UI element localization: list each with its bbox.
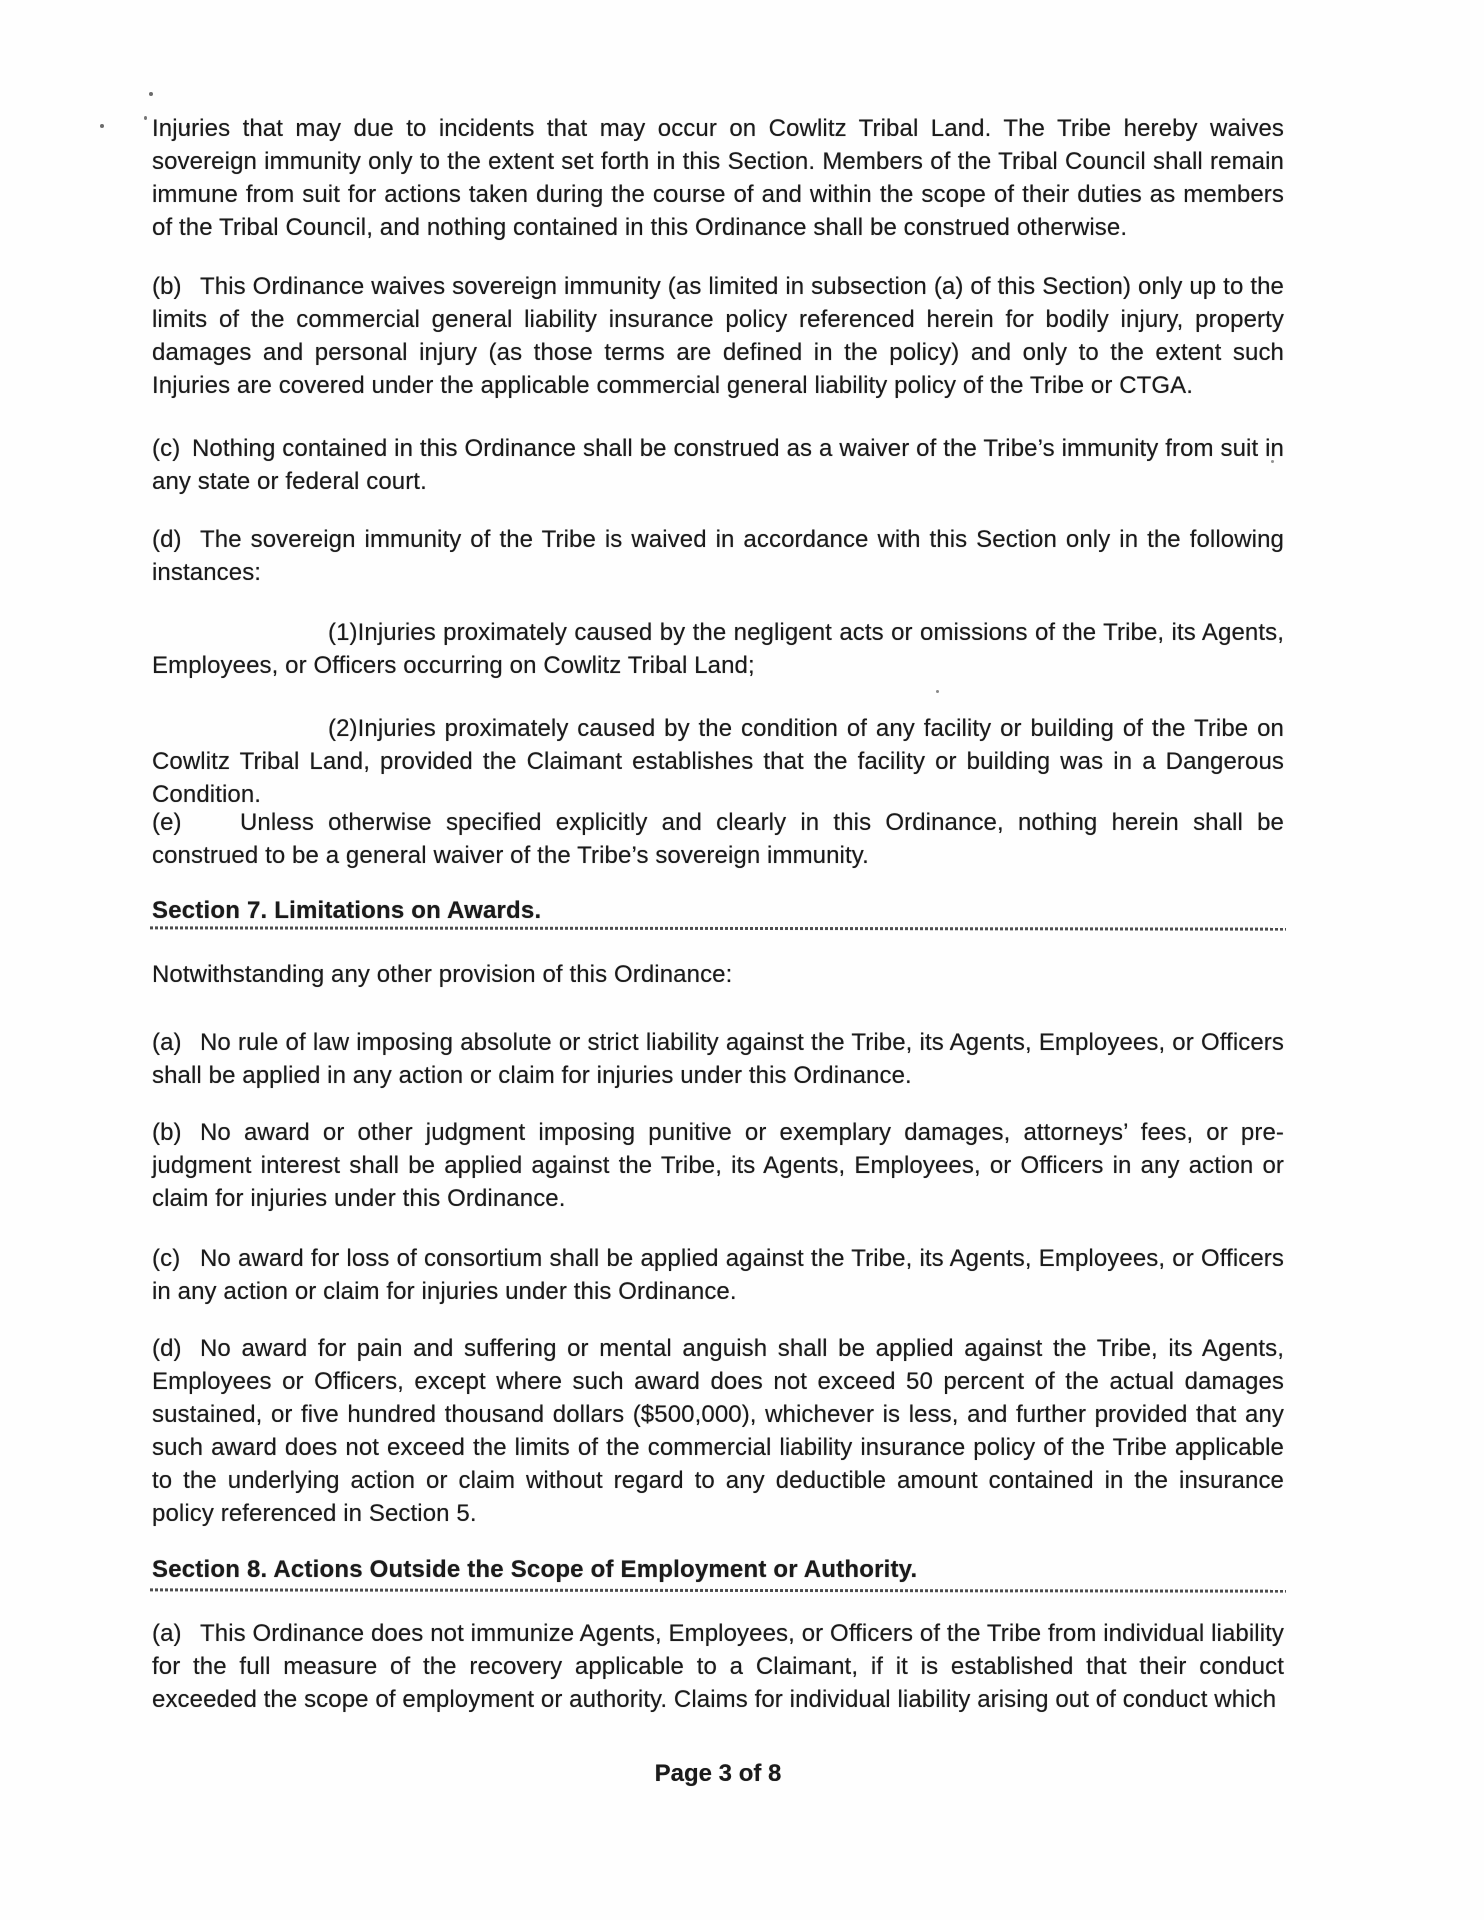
paragraph-7c [152, 1242, 1284, 1308]
paragraph-notwithstanding [152, 958, 1284, 991]
paragraph-label: (b) [152, 1119, 182, 1146]
paragraph-label: (c) [152, 435, 181, 462]
paragraph-8a [152, 1617, 1284, 1716]
paragraph-text: This Ordinance does not immunize Agents, Employees, or Officers of the Tribe from individual liability for the full measure of the recovery applicable to a Claimant, if it is established that their conduct exceeded the scope of employment or authority. Claims for individual liability arising out of conduct which [152, 1620, 1284, 1713]
section-7-heading: Section 7. Limitations on Awards. [152, 897, 542, 924]
paragraph-7a [152, 1026, 1284, 1092]
scan-artifact-dot [144, 116, 147, 120]
paragraph-label: (d) [152, 1335, 182, 1362]
paragraph-text: Nothing contained in this Ordinance shall be construed as a waiver of the Tribe’s immunity from suit in any state or federal court. [152, 435, 1284, 495]
scan-artifact-dot [936, 690, 939, 693]
scan-artifact-dot [100, 124, 104, 128]
paragraph-6e [152, 806, 1284, 872]
paragraph-text: The sovereign immunity of the Tribe is waived in accordance with this Section only in the following instances: [152, 526, 1284, 586]
paragraph-text: Notwithstanding any other provision of this Ordinance: [152, 961, 733, 988]
list-item-1 [152, 616, 1284, 682]
item-text: Injuries proximately caused by the negligent acts or omissions of the Tribe, its Agents, Employees, or Officers occurring on Cowlitz Tribal Land; [152, 619, 1284, 679]
paragraph-text: This Ordinance waives sovereign immunity (as limited in subsection (a) of this Section) only up to the limits of the commercial general liability insurance policy referenced herein for bodily injury, property damages and personal injury (as those terms are defined in the policy) and only to the extent such Injuries are covered under the applicable commercial general liability policy of the Tribe or CTGA. [152, 273, 1284, 399]
paragraph-7d [152, 1332, 1284, 1530]
paragraph-text: No award or other judgment imposing punitive or exemplary damages, attorneys’ fees, or pre-judgment interest shall be applied against the Tribe, its Agents, Employees, or Officers in any action or claim for injuries under this Ordinance. [152, 1119, 1284, 1212]
item-label: (1) [328, 619, 358, 646]
paragraph-6c [152, 432, 1284, 498]
paragraph-6d [152, 523, 1284, 589]
paragraph-label: (e) [152, 809, 182, 836]
paragraph-text: Injuries that may due to incidents that may occur on Cowlitz Tribal Land. The Tribe hereby waives sovereign immunity only to the extent set forth in this Section. Members of the Tribal Council shall remain immune from suit for actions taken during the course of and within the scope of their duties as members of the Tribal Council, and nothing contained in this Ordinance shall be construed otherwise. [152, 115, 1284, 241]
item-text: Injuries proximately caused by the condition of any facility or building of the Tribe on Cowlitz Tribal Land, provided the Claimant establishes that the facility or building was in a Dangerous Condition. [152, 715, 1284, 808]
paragraph-7b [152, 1116, 1284, 1215]
paragraph-text: Unless otherwise specified explicitly and clearly in this Ordinance, nothing herein shall be construed to be a general waiver of the Tribe’s sovereign immunity. [152, 809, 1284, 869]
section-8-heading: Section 8. Actions Outside the Scope of Employment or Authority. [152, 1556, 918, 1583]
paragraph-label: (d) [152, 526, 182, 553]
paragraph-label: (b) [152, 273, 182, 300]
page-number-footer: Page 3 of 8 [654, 1760, 782, 1787]
paragraph-text: No award for pain and suffering or mental anguish shall be applied against the Tribe, its Agents, Employees or Officers, except where such award does not exceed 50 percent of the actual damages sustained, or five hundred thousand dollars ($500,000), whichever is less, and further provided that any such award does not exceed the limits of the commercial liability insurance policy of the Tribe applicable to the underlying action or claim without regard to any deductible amount contained in the insurance policy referenced in Section 5. [152, 1335, 1284, 1527]
item-label: (2) [328, 715, 358, 742]
section-7-dotted-rule [150, 926, 1286, 930]
paragraph-text: No rule of law imposing absolute or strict liability against the Tribe, its Agents, Employees, or Officers shall be applied in any action or claim for injuries under this Ordinance. [152, 1029, 1284, 1089]
paragraph-label: (c) [152, 1245, 181, 1272]
paragraph-text: No award for loss of consortium shall be applied against the Tribe, its Agents, Employees, or Officers in any action or claim for injuries under this Ordinance. [152, 1245, 1284, 1305]
paragraph-label: (a) [152, 1029, 182, 1056]
paragraph-label: (a) [152, 1620, 182, 1647]
paragraph-6b [152, 270, 1284, 402]
list-item-2 [152, 712, 1284, 811]
scan-artifact-dot [149, 92, 153, 96]
section-8-dotted-rule [150, 1588, 1286, 1592]
paragraph-intro-continuation [152, 112, 1284, 244]
